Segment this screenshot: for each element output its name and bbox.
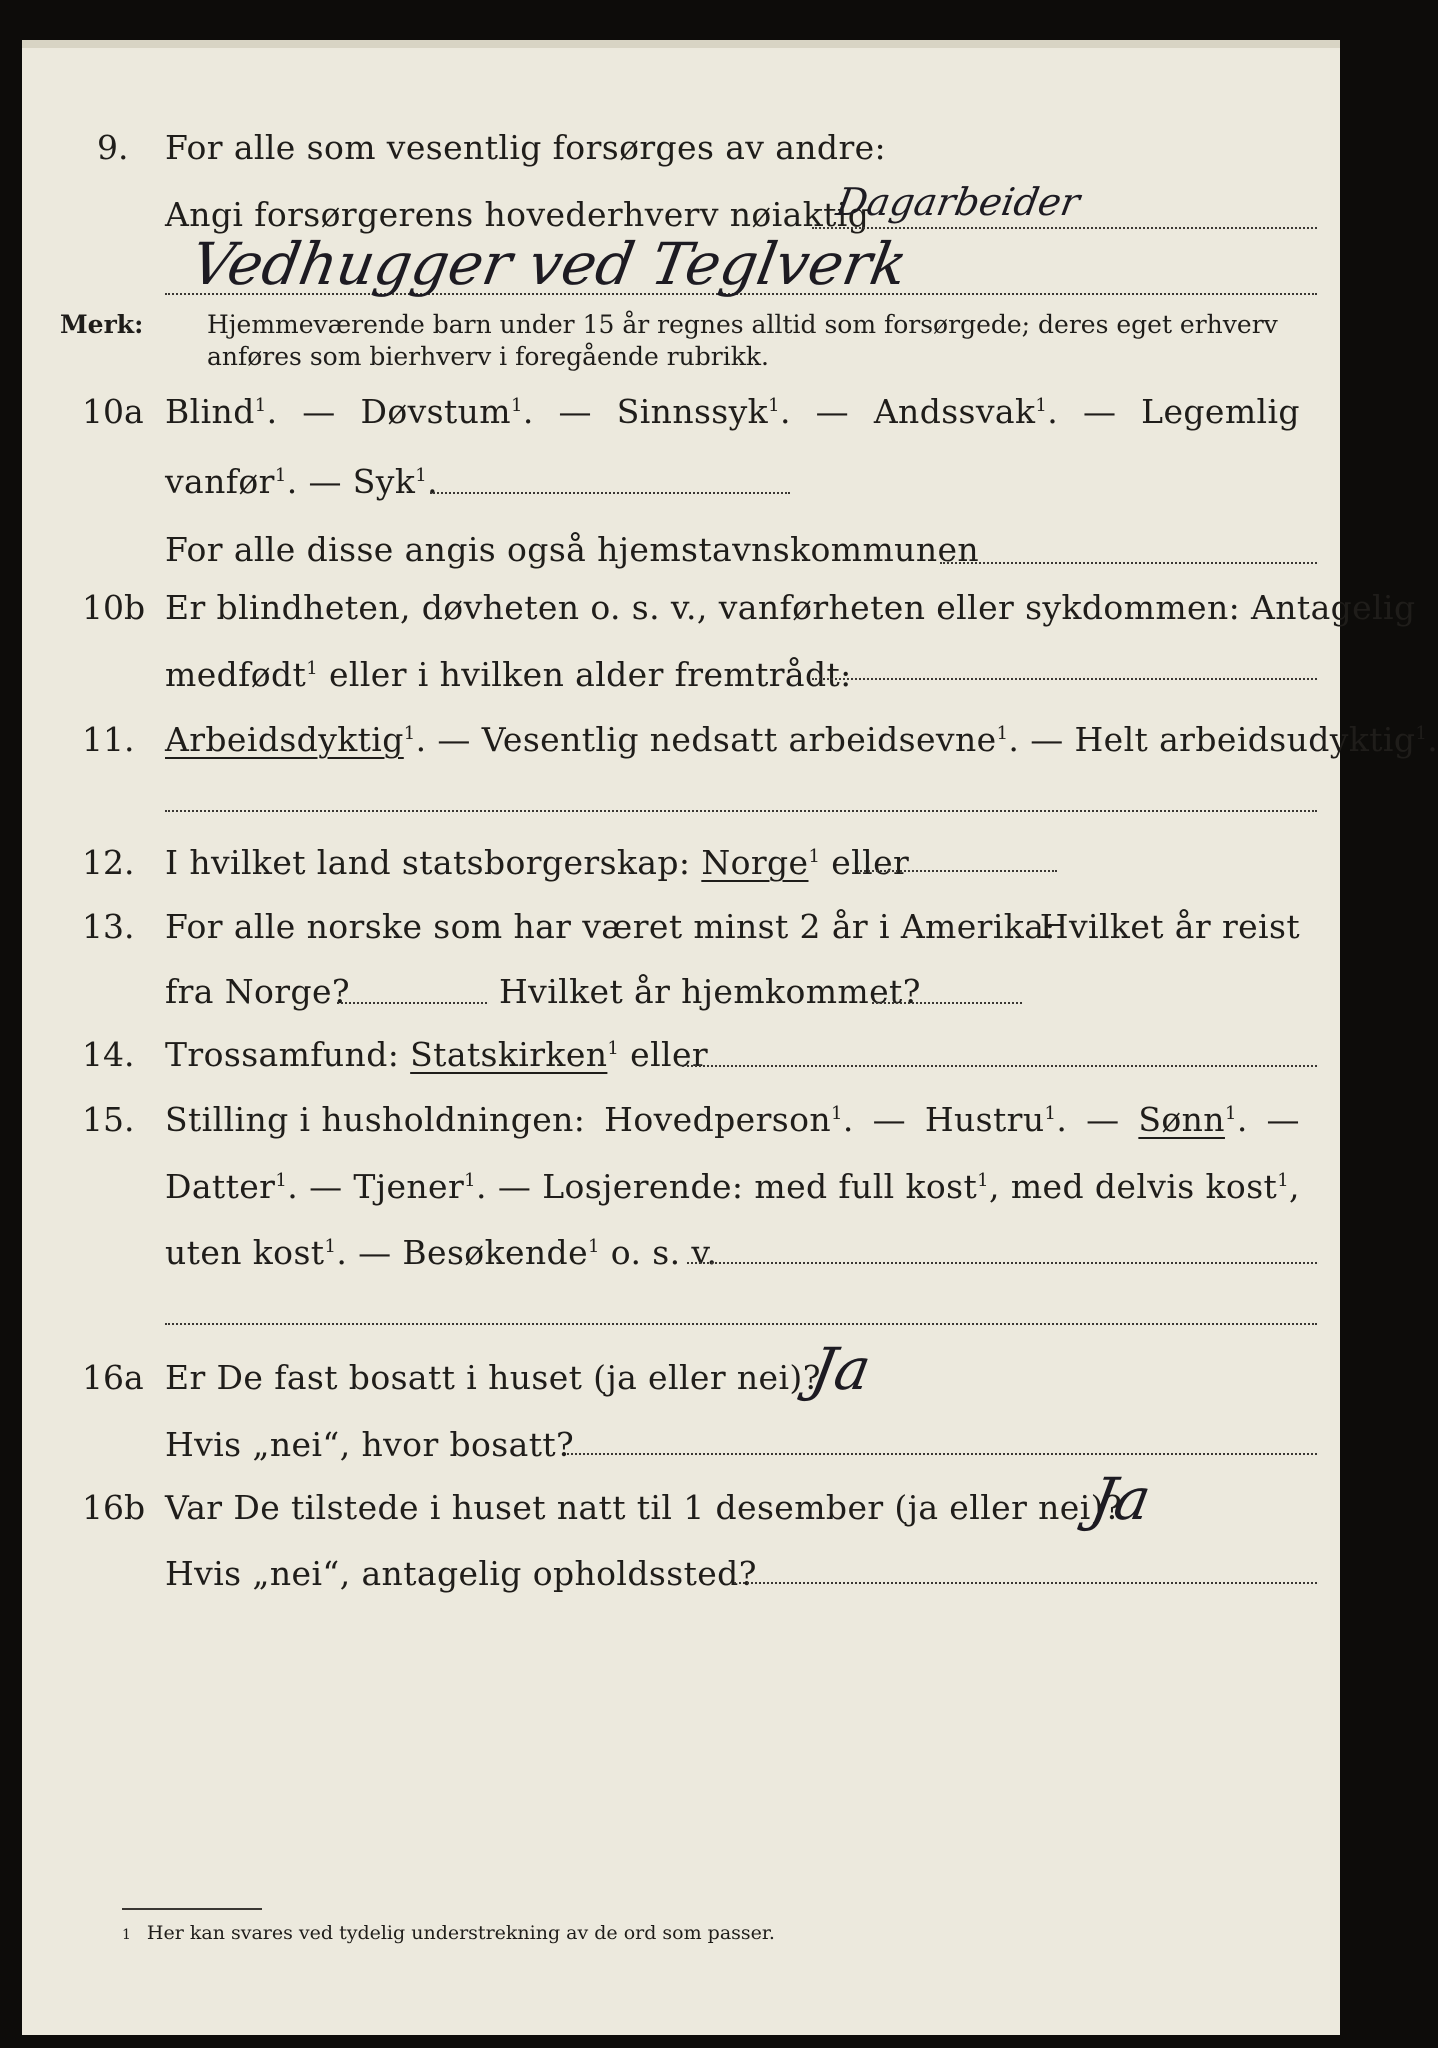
option-statskirken-underlined: Statskirken (410, 1035, 608, 1074)
separator: — (558, 392, 592, 431)
item-13-number: 13. (82, 907, 135, 946)
item-13-hjemkommet: Hvilket år hjemkommet? (499, 972, 921, 1011)
footnote-marker: 1 (122, 1927, 131, 1943)
merk-line1: Hjemmeværende barn under 15 år regnes alltid som forsørgede; deres eget erhverv (207, 310, 1278, 339)
item-9-handwritten-answer-a: Dagarbeider (833, 180, 1084, 224)
item-9-line1: For alle som vesentlig forsørges av andre: (165, 128, 887, 167)
item-16a-answer-line (567, 1453, 1317, 1455)
option-andssvak: Andssvak$^1$. (873, 392, 1059, 431)
footnote (122, 1922, 775, 1944)
footnote-text: Her kan svares ved tydelig understrekning av de ord som passer. (146, 1922, 775, 1944)
item-11-number: 11. (82, 720, 135, 759)
item-10a-answer-line (430, 492, 790, 494)
item-13-fra-norge: fra Norge? (165, 972, 351, 1011)
item-16a-line2: Hvis „nei“, hvor bosatt? (165, 1425, 575, 1464)
item-10a-line2: vanfør$^1$. — Syk$^1$. (165, 462, 438, 501)
option-legemlig: Legemlig (1141, 392, 1300, 431)
item-13-answer-line-2 (872, 1002, 1022, 1004)
item-10a-number: 10a (82, 392, 144, 431)
footnote-rule (122, 1908, 262, 1910)
item-9-number: 9. (97, 128, 129, 167)
item-16a-handwritten-answer: Ja (806, 1335, 876, 1403)
item-16a-number: 16a (82, 1358, 144, 1397)
item-12-line: I hvilket land statsborgerskap: Norge$^1$ eller (165, 843, 910, 882)
item-16b-handwritten-answer: Ja (1086, 1465, 1156, 1533)
item-14-answer-line (682, 1065, 1317, 1067)
item-11-line1: Arbeidsdyktig$^1$. — Vesentlig nedsatt arbeidsevne$^1$. — Helt arbeidsudyktig$^1$. (165, 720, 1438, 759)
option-sinnssyk: Sinnssyk$^1$. (616, 392, 791, 431)
item-9-line2: Angi forsørgerens hovederhverv nøiaktig (165, 195, 870, 234)
item-15-answer-line-1 (687, 1262, 1317, 1264)
separator: — (1082, 392, 1117, 431)
item-14-number: 14. (82, 1035, 135, 1074)
item-16b-line1: Var De tilstede i huset natt til 1 desember (ja eller nei)? (165, 1488, 1123, 1527)
item-13-line1: For alle norske som har været minst 2 år i Amerika: Hvilket år reist (165, 907, 1300, 946)
item-10a-line3: For alle disse angis også hjemstavnskommunen (165, 530, 980, 569)
option-vanfor: vanfør$^1$. (165, 462, 298, 501)
item-14-line: Trossamfund: Statskirken$^1$ eller (165, 1035, 709, 1074)
item-15-line3: uten kost$^1$. — Besøkende$^1$ o. s. v. (165, 1233, 718, 1272)
item-10a-line1 (165, 392, 1300, 431)
item-9-answer-line-1 (812, 227, 1317, 229)
option-sonn-underlined: Sønn (1138, 1100, 1225, 1139)
item-10b-answer-line (812, 678, 1317, 680)
option-blind: Blind$^1$. (165, 392, 278, 431)
option-norge-underlined: Norge (701, 843, 809, 882)
item-9-handwritten-answer-b: Vedhugger ved Teglverk (186, 230, 913, 298)
item-16b-answer-line (734, 1582, 1317, 1584)
item-10a-hjemstavn-line (940, 562, 1317, 564)
merk-line2: anføres som bierhverv i foregående rubrikk. (207, 342, 769, 371)
item-15-answer-line-2 (165, 1323, 1317, 1325)
item-13-answer-line-1 (337, 1002, 487, 1004)
item-16a-line1: Er De fast bosatt i huset (ja eller nei)? (165, 1358, 821, 1397)
item-15-line1: Stilling i husholdningen: Hovedperson$^1$. — Hustru$^1$. — Sønn$^1$. — (165, 1100, 1300, 1139)
item-10b-line1: Er blindheten, døvheten o. s. v., vanførheten eller sykdommen: Antagelig (165, 588, 1416, 627)
census-form-page (22, 40, 1438, 2035)
page-top-edge (22, 40, 1340, 48)
item-11-answer-line (165, 810, 1317, 812)
option-dovstum: Døvstum$^1$. (360, 392, 534, 431)
item-15-number: 15. (82, 1100, 135, 1139)
merk-label: Merk: (60, 310, 144, 339)
item-10b-number: 10b (82, 588, 146, 627)
item-15-line2: Datter$^1$. — Tjener$^1$. — Losjerende: med full kost$^1$, med delvis kost$^1$, (165, 1167, 1300, 1206)
item-12-number: 12. (82, 843, 135, 882)
separator: — (815, 392, 850, 431)
item-12-answer-line (857, 870, 1057, 872)
option-arbeidsdyktig-underlined: Arbeidsdyktig (165, 720, 404, 759)
item-10b-line2: medfødt$^1$ eller i hvilken alder fremtrådt: (165, 655, 852, 694)
option-syk: Syk$^1$. (352, 462, 438, 501)
item-16b-line2: Hvis „nei“, antagelig opholdssted? (165, 1554, 757, 1593)
item-16b-number: 16b (82, 1488, 146, 1527)
separator: — (302, 392, 336, 431)
